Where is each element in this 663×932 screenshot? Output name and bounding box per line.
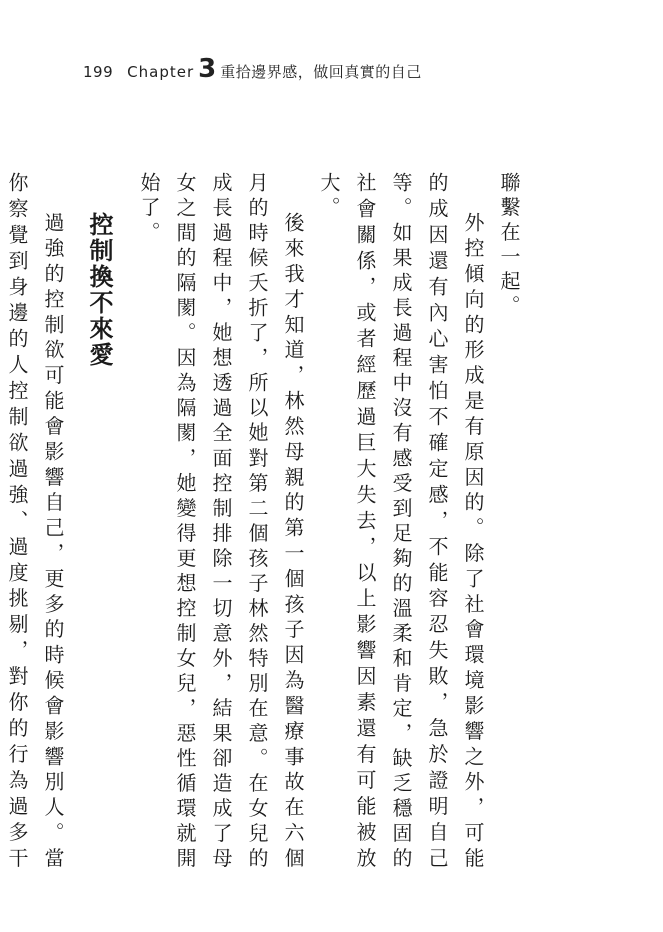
chapter-number: 3 (198, 54, 217, 84)
paragraph-lin-ran-mother: 後來我才知道，林然母親的第一個孩子因為醫療事故在六個月的時候夭折了，所以她對第二個孩子林然特別在意。在女兒的成長過程中，她想透過全面控制排除一切意外，結果卻造成了母女之間的隔閡。因為隔閡，她變得更想控制女兒，惡性循環就開始了。 (137, 172, 305, 872)
section-heading: 控制換不來愛 (85, 212, 114, 368)
paragraph-external-control-causes: 外控傾向的形成是有原因的。除了社會環境影響之外，可能的成因還有內心害怕不確定感，不能容忍失敗，急於證明自己等。如果成長過程中沒有感受到足夠的溫柔和肯定，缺乏穩固的社會關係，或者經歷過巨大失去，以上影響因素還有可能被放大。 (317, 172, 485, 872)
chapter-label: Chapter (127, 63, 195, 81)
paragraph-excessive-control: 過強的控制欲可能會影響自己，更多的時候會影響別人。當你察覺到身邊的人控制欲過強、過度挑剔，對你的行為過多干 (5, 172, 65, 872)
vertical-body-text (0, 172, 527, 872)
running-header (83, 56, 422, 88)
paragraph-continuation: 聯繫在一起。 (497, 172, 521, 320)
page-number: 199 (83, 63, 114, 81)
chapter-title: 重拾邊界感，做回真實的自己 (220, 63, 422, 81)
